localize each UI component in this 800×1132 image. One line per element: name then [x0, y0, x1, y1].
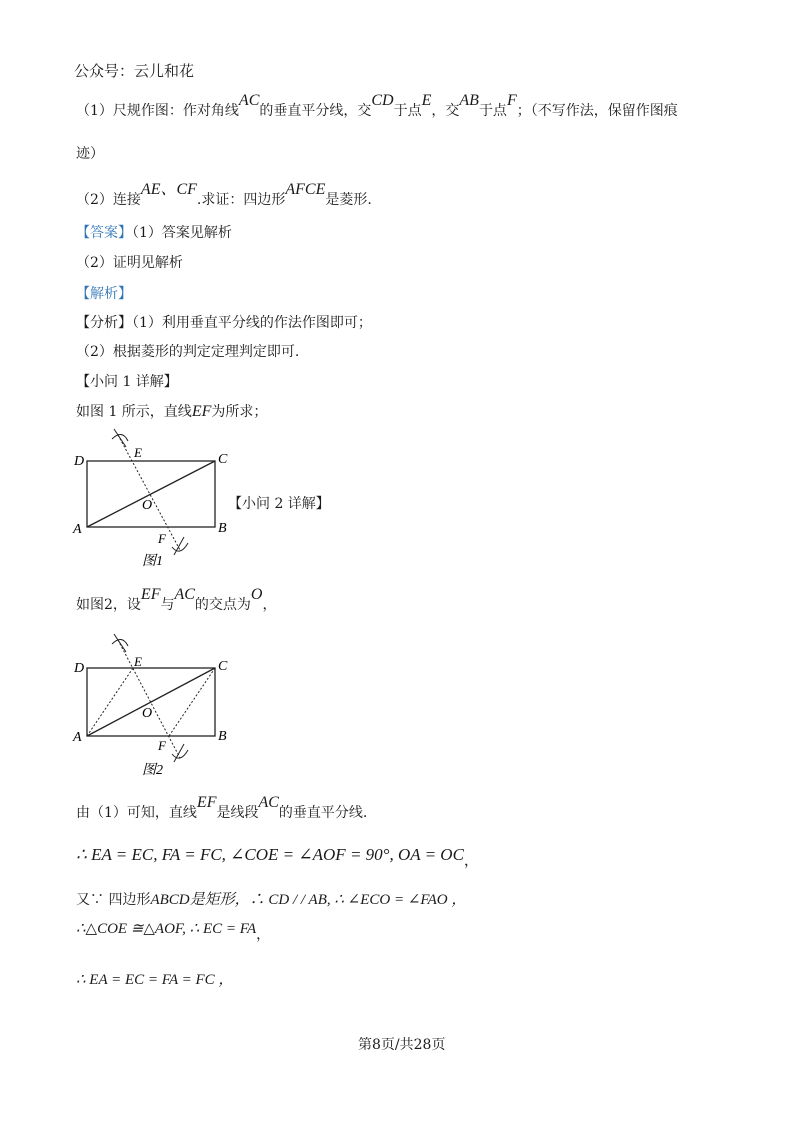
diagonal-ac — [87, 461, 215, 527]
line4-text: ， — [262, 597, 277, 613]
math-ac: AC — [258, 794, 279, 811]
diagonal-ac — [87, 668, 215, 736]
label-o: O — [142, 706, 153, 721]
label-b: B — [218, 729, 227, 744]
construction-arc-top-2 — [114, 634, 126, 652]
math-f: F — [506, 92, 517, 109]
label-f: F — [158, 738, 166, 753]
math-ef: EF — [196, 794, 217, 811]
construction-arc-top-2 — [114, 429, 126, 447]
subquestion-1-heading: 【小问 1 详解】 — [76, 374, 178, 390]
q1-text: ；（不写作法，保留作图痕 — [516, 103, 678, 119]
segment-ae — [87, 668, 133, 736]
equation-3 — [76, 918, 271, 943]
q1-text: 于点 — [478, 103, 507, 119]
line5-text: 由（1）可知，直线 — [76, 805, 197, 821]
analysis-line-4 — [76, 586, 277, 614]
equation-1-text: ∴ EA = EC, FA = FC, ∠COE = ∠AOF = 90°, OA = OC — [76, 845, 464, 864]
label-d: D — [74, 661, 85, 676]
page-footer: 第8页/共28页 — [358, 1037, 446, 1053]
label-b: B — [218, 521, 227, 536]
line4-text: 与 — [160, 597, 175, 613]
equation-1 — [76, 844, 479, 869]
line5-text: 的垂直平分线. — [278, 805, 368, 821]
question-1-line — [76, 92, 678, 120]
figure-2-caption: 图2 — [142, 763, 163, 778]
q1-text: 的垂直平分线，交 — [259, 103, 372, 119]
q2-text: .求证：四边形 — [196, 192, 286, 208]
label-e: E — [134, 445, 142, 460]
analysis-line-5 — [76, 794, 368, 822]
math-ac: AC — [238, 92, 260, 109]
math-afce: AFCE — [285, 181, 326, 198]
equation-1-end: ， — [463, 851, 479, 869]
answer-line-2: （2）证明见解析 — [76, 255, 183, 271]
equation-2-rest: 是矩形，∴ CD / / AB, ∴ ∠ECO = ∠FAO ， — [189, 892, 467, 908]
equation-4 — [76, 968, 233, 989]
q1-text: 于点 — [393, 103, 422, 119]
answer-tag: 【答案】 — [76, 225, 132, 241]
math-ae-cf: AE、CF — [140, 181, 197, 198]
subquestion-2-heading: 【小问 2 详解】 — [228, 496, 330, 512]
math-ab: AB — [459, 92, 479, 109]
label-a: A — [73, 730, 82, 745]
line4-text: 如图2，设 — [76, 597, 141, 613]
equation-3-end: ， — [256, 927, 271, 943]
construction-arc-bottom-2 — [174, 744, 184, 762]
segment-cf — [169, 668, 215, 736]
q2-text: （2）连接 — [76, 192, 141, 208]
label-c: C — [218, 452, 228, 467]
source-header: 公众号：云儿和花 — [74, 62, 195, 80]
equation-4-text: ∴ EA = EC = FA = FC ， — [76, 972, 234, 988]
perpendicular-bisector-ef — [118, 435, 180, 550]
analysis-line-3 — [76, 401, 267, 421]
label-d: D — [74, 454, 85, 469]
q2-text: 是菱形. — [325, 192, 372, 208]
figure-1-caption: 图1 — [142, 554, 163, 569]
equation-2 — [76, 888, 466, 909]
line3-text: 为所求； — [211, 404, 268, 420]
math-e: E — [421, 92, 432, 109]
math-abcd: ABCD — [150, 892, 190, 908]
figure-2 — [70, 630, 250, 780]
equation-2-prefix: 又∵ 四边形 — [76, 892, 151, 908]
math-ef: EF — [140, 586, 161, 603]
label-e: E — [134, 654, 142, 669]
label-f: F — [158, 531, 166, 546]
question-1-continuation: 迹） — [76, 146, 104, 162]
label-a: A — [73, 522, 82, 537]
line4-text: 的交点为 — [194, 597, 251, 613]
question-2-line — [76, 181, 372, 209]
perpendicular-bisector-ef — [118, 640, 180, 758]
analysis-tag: 【解析】 — [76, 286, 132, 302]
line5-text: 是线段 — [216, 805, 259, 821]
equation-3-text: ∴△COE ≅△AOF, ∴ EC = FA — [76, 921, 257, 937]
figure-1 — [70, 425, 250, 575]
construction-arc-bottom-2 — [174, 537, 184, 555]
label-o: O — [142, 498, 153, 513]
label-c: C — [218, 659, 228, 674]
answer-1: （1）答案见解析 — [132, 225, 232, 241]
answer-line-1 — [76, 222, 232, 242]
q1-text: ，交 — [431, 103, 460, 119]
math-ac: AC — [174, 586, 195, 603]
q1-text: （1）尺规作图：作对角线 — [76, 103, 239, 119]
math-o: O — [250, 586, 263, 603]
analysis-line-1: 【分析】（1）利用垂直平分线的作法作图即可； — [76, 315, 372, 331]
math-ef: EF — [191, 403, 212, 420]
analysis-line-2: （2）根据菱形的判定定理判定即可. — [76, 344, 300, 360]
math-cd: CD — [371, 92, 394, 109]
line3-text: 如图 1 所示，直线 — [76, 404, 192, 420]
